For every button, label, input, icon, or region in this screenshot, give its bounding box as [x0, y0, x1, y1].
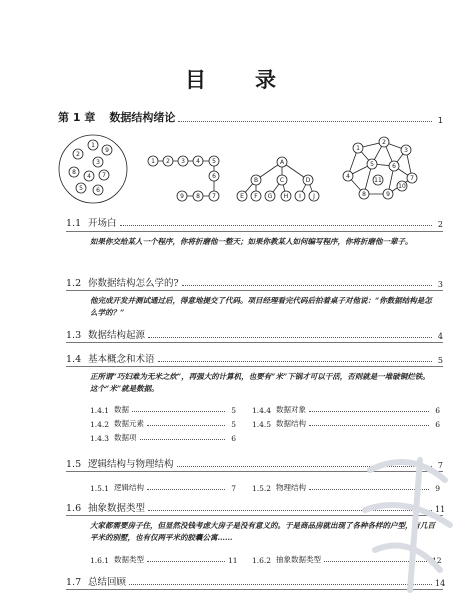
subsection-title: 数据对象: [276, 405, 306, 414]
subsection-1-5-2[interactable]: [252, 482, 440, 493]
leader-dots: [129, 584, 432, 585]
diagram-node-label: 1: [91, 142, 95, 149]
diagram-node-label: 5: [370, 161, 374, 168]
section-number: 1.4: [66, 354, 82, 365]
section-1-3[interactable]: [66, 327, 443, 341]
diagram-node-label: J: [313, 193, 315, 200]
section-title: 数据结构起源: [88, 330, 146, 341]
diagram-node-label: A: [279, 159, 285, 166]
diagram-node-label: F: [254, 193, 258, 200]
subsection-number: 1.4.1: [90, 406, 110, 415]
subsection-title: 数据类型: [114, 555, 144, 564]
leader-dots: [120, 225, 432, 226]
subsection-page: 7: [231, 484, 236, 493]
diagram-node-label: 7: [212, 193, 216, 200]
leader-dots: [309, 489, 429, 490]
subsection-number: 1.5.2: [252, 484, 272, 493]
section-page: 7: [437, 461, 443, 470]
subsection-1-5-1[interactable]: [90, 482, 236, 493]
subsection-page: 9: [435, 484, 440, 493]
diagram-node-label: I: [299, 193, 301, 200]
diagram-node-label: E: [240, 193, 244, 200]
diagram-node-label: 4: [346, 173, 350, 180]
diagram-node-label: H: [283, 193, 289, 200]
section-quote: 如果你交给某人一个程序，你将折磨他一整天；如果你教某人如何编写程序，你将折磨他一辈子。: [90, 237, 413, 246]
subsection-title: 数据结构: [276, 419, 306, 428]
diagram-node-label: 5: [212, 158, 216, 165]
diagram-node-label: 5: [79, 185, 83, 192]
leader-dots: [178, 121, 432, 122]
subsection-1-4-2[interactable]: [90, 418, 236, 429]
section-title: 抽象数据类型: [88, 503, 146, 514]
section-1-6[interactable]: [66, 500, 446, 514]
section-1-1[interactable]: [66, 215, 443, 229]
leader-dots: [147, 425, 225, 426]
subsection-number: 1.6.2: [252, 556, 272, 565]
section-title: 基本概念和术语: [88, 354, 155, 365]
leader-dots: [158, 361, 432, 362]
leader-dots: [324, 561, 429, 562]
diagram-node-label: 6: [96, 187, 100, 194]
subsection-number: 1.4.3: [90, 434, 110, 443]
section-quote: 正所谓“巧妇难为无米之炊”，再强大的计算机，也要有“米”下锅才可以干活，否则就是一堆破铜烂铁。这个“米”就是数据。: [90, 372, 430, 393]
leader-dots: [182, 285, 432, 286]
subsection-1-6-1[interactable]: [90, 554, 236, 565]
subsection-page: 11: [228, 556, 238, 565]
diagram-node-label: 9: [386, 191, 390, 198]
subsection-page: 5: [231, 420, 236, 429]
section-number: 1.6: [66, 503, 82, 514]
subsection-1-4-4[interactable]: [252, 404, 440, 415]
chapter-title: 数据结构绪论: [109, 111, 176, 124]
section-quote: 他完成开发并测试通过后，得意地提交了代码。项目经理看完代码后拍着桌子对他说：“你数据结构是怎么学的？”: [90, 296, 432, 317]
section-title: 总结回顾: [88, 577, 127, 588]
subsection-title: 物理结构: [276, 483, 306, 492]
section-page: 14: [435, 579, 446, 588]
leader-dots: [140, 439, 226, 440]
chapter-label: 第 1 章: [58, 111, 96, 124]
section-divider: [66, 231, 443, 232]
diagram-node-label: 2: [382, 139, 386, 146]
section-divider: [66, 471, 443, 472]
subsection-number: 1.5.1: [90, 484, 110, 493]
section-number: 1.2: [66, 278, 82, 289]
subsection-page: 12: [432, 556, 442, 565]
section-1-5[interactable]: [66, 456, 443, 470]
subsection-page: 6: [435, 406, 440, 415]
diagram-node-label: 9: [105, 147, 109, 154]
diagram-node-label: 8: [362, 191, 366, 198]
diagram-node-label: C: [279, 177, 285, 184]
section-1-2[interactable]: [66, 275, 443, 289]
diagram-node-label: 8: [72, 169, 76, 176]
diagram-node-label: 8: [196, 193, 200, 200]
leader-dots: [177, 466, 432, 467]
diagram-node-label: 7: [410, 175, 414, 182]
subsection-number: 1.4.5: [252, 420, 272, 429]
diagram-node-label: 3: [181, 158, 185, 165]
leader-dots: [132, 411, 225, 412]
section-page: 5: [437, 356, 443, 365]
section-divider: [66, 366, 443, 367]
subsection-number: 1.6.1: [90, 556, 110, 565]
section-page: 4: [437, 332, 443, 341]
section-divider: [66, 290, 443, 291]
diagram-node-label: 11: [374, 177, 382, 184]
diagram-node-label: D: [305, 177, 311, 184]
subsection-title: 抽象数据类型: [276, 555, 321, 564]
section-page: 3: [437, 280, 443, 289]
diagram-node-label: 3: [404, 147, 408, 154]
leader-dots: [309, 425, 429, 426]
leader-dots: [309, 411, 429, 412]
diagram-node-label: 9: [180, 193, 184, 200]
chapter-illustrations: [50, 128, 420, 210]
section-page: 11: [435, 505, 446, 514]
leader-dots: [148, 337, 432, 338]
leader-dots: [147, 561, 225, 562]
chapter-heading[interactable]: [58, 109, 443, 125]
subsection-title: 数据: [114, 405, 129, 414]
leader-dots: [147, 489, 225, 490]
diagram-node-label: 10: [398, 183, 406, 190]
section-number: 1.5: [66, 459, 82, 470]
subsection-title: 逻辑结构: [114, 483, 144, 492]
diagram-node-label: 1: [356, 145, 360, 152]
chapter-page: 1: [437, 116, 443, 125]
subsection-page: 6: [435, 420, 440, 429]
diagram-node-label: 7: [102, 172, 106, 179]
section-1-7[interactable]: [66, 574, 446, 588]
subsection-1-6-2[interactable]: [252, 554, 440, 565]
subsection-1-4-5[interactable]: [252, 418, 440, 429]
section-divider: [66, 589, 443, 590]
section-number: 1.1: [66, 218, 82, 229]
section-number: 1.3: [66, 330, 82, 341]
diagram-node-label: G: [267, 193, 273, 200]
diagram-node-label: 1: [151, 158, 155, 165]
diagram-node-label: 6: [212, 173, 216, 180]
subsection-title: 数据项: [114, 433, 137, 442]
section-divider: [66, 342, 443, 343]
diagram-node-label: 4: [87, 173, 91, 180]
section-title: 你数据结构怎么学的?: [88, 278, 179, 289]
diagram-node-label: 6: [392, 163, 396, 170]
section-page: 2: [437, 220, 443, 229]
subsection-page: 6: [231, 434, 236, 443]
diagram-node-label: 3: [96, 159, 100, 166]
subsection-number: 1.4.2: [90, 420, 110, 429]
diagram-node-label: B: [253, 177, 259, 184]
diagram-node-label: 4: [196, 158, 200, 165]
section-divider: [66, 515, 443, 516]
section-title: 开场白: [88, 218, 117, 229]
leader-dots: [148, 510, 432, 511]
page-title: 目 录: [185, 68, 290, 92]
subsection-page: 5: [231, 406, 236, 415]
subsection-title: 数据元素: [114, 419, 144, 428]
section-1-4[interactable]: [66, 351, 443, 365]
section-title: 逻辑结构与物理结构: [88, 459, 174, 470]
diagram-node-label: 2: [76, 151, 80, 158]
diagram-node-label: 2: [166, 158, 170, 165]
subsection-1-4-3[interactable]: [90, 432, 236, 443]
section-number: 1.7: [66, 577, 82, 588]
subsection-number: 1.4.4: [252, 406, 272, 415]
section-quote: 大家都需要房子住，但显然没钱考虑大房子是没有意义的。于是商品房就出现了各种各样的户型，有几百平米的别墅，也有仅两平米的胶囊公寓……: [90, 521, 435, 542]
subsection-1-4-1[interactable]: [90, 404, 236, 415]
